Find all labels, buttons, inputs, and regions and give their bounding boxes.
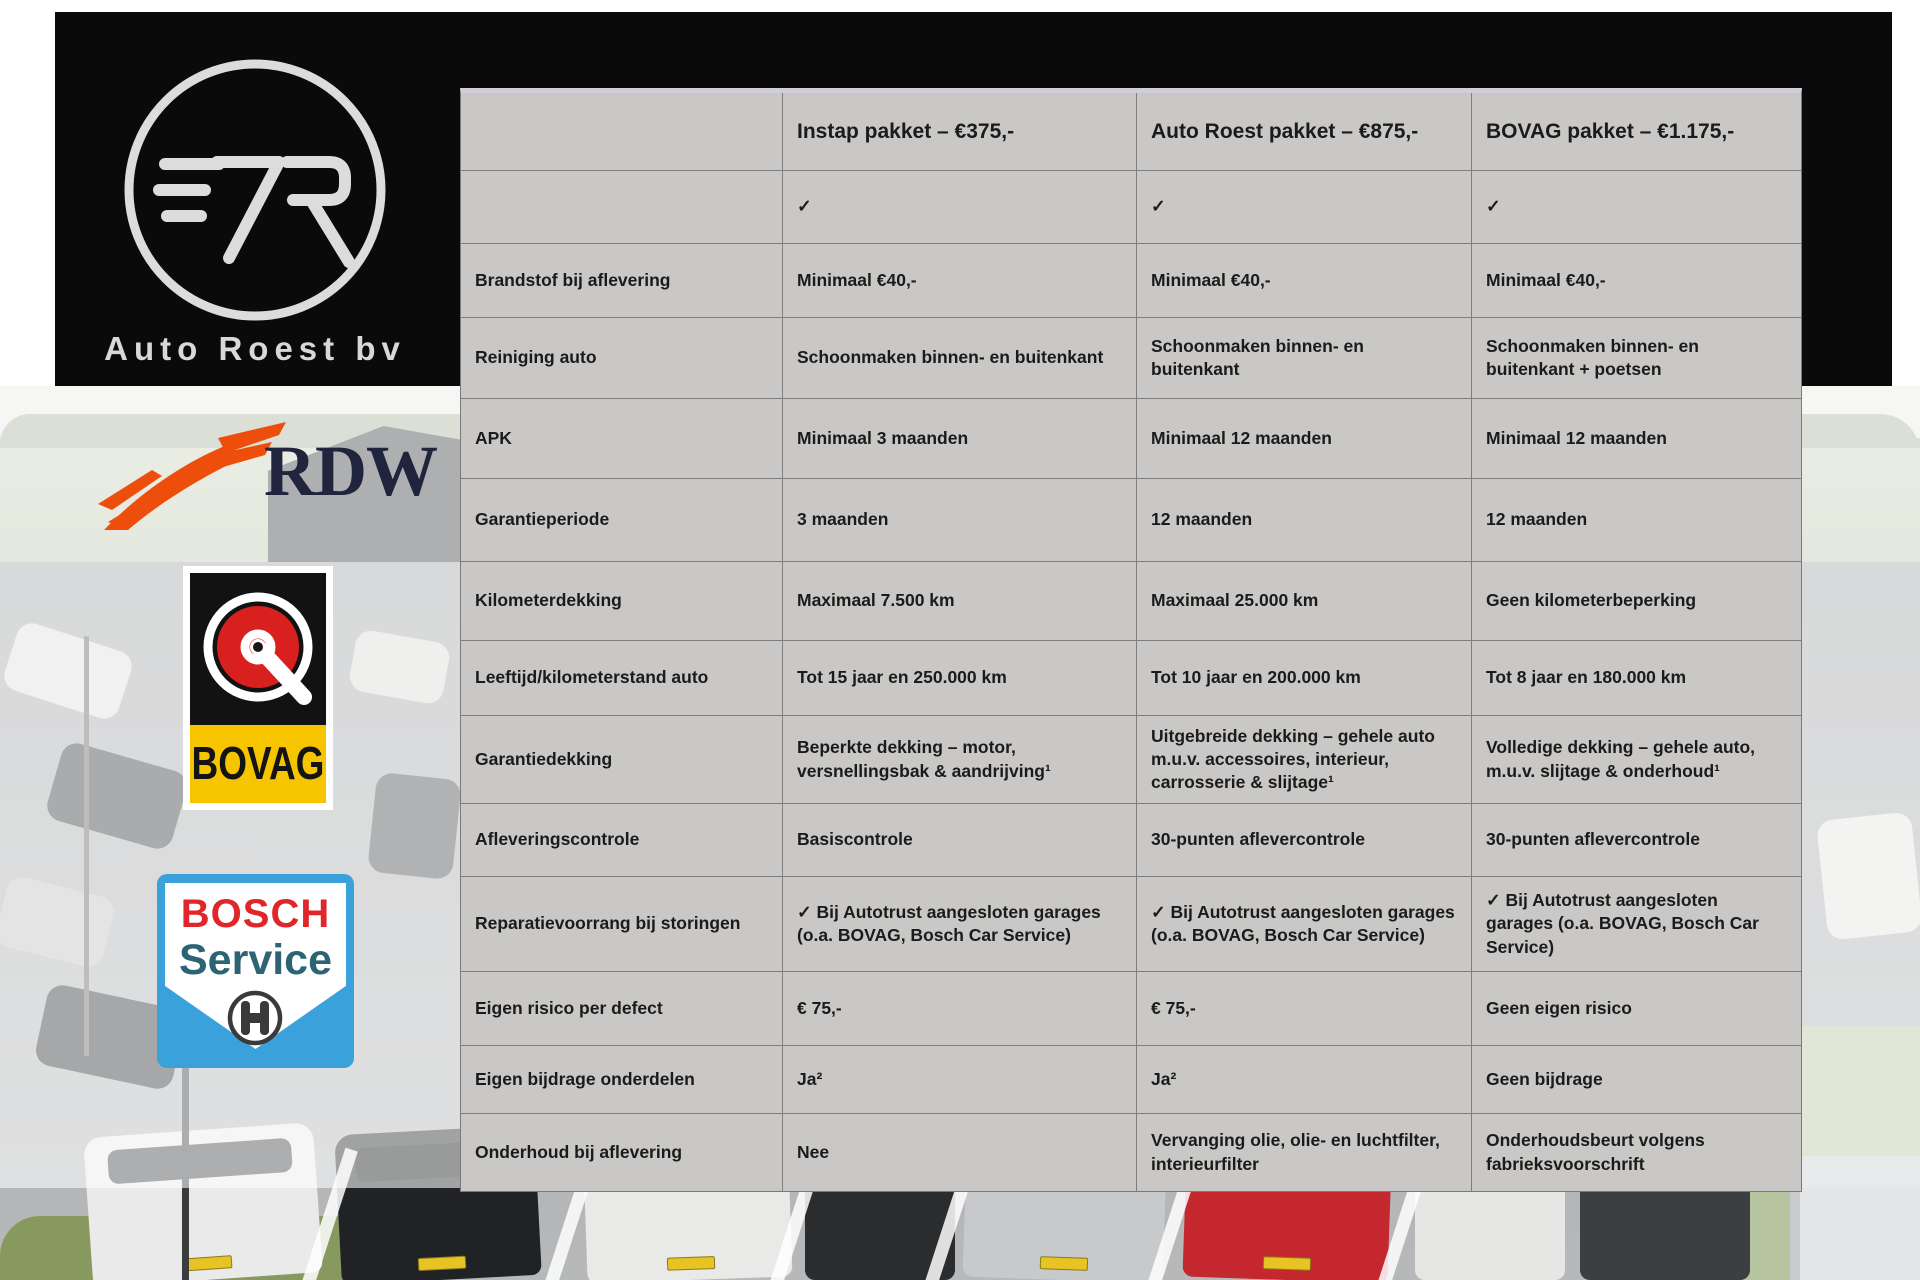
table-cell: Geen bijdrage <box>1472 1046 1801 1114</box>
auto-roest-monogram-icon <box>115 50 395 330</box>
table-cell: ✓ Bij Autotrust aangesloten garages (o.a. BOVAG, Bosch Car Service) <box>1472 877 1801 972</box>
table-cell: Minimaal €40,- <box>1137 244 1472 318</box>
bosch-service-logo <box>157 874 354 1068</box>
table-cell: € 75,- <box>1137 972 1472 1046</box>
table-cell: Minimaal €40,- <box>783 244 1137 318</box>
table-cell: 30-punten aflevercontrole <box>1137 804 1472 877</box>
table-cell: ✓ Bij Autotrust aangesloten garages (o.a. BOVAG, Bosch Car Service) <box>1137 877 1472 972</box>
bovag-yellow-band <box>190 725 326 803</box>
bovag-logo <box>183 566 333 810</box>
table-cell: Minimaal 12 maanden <box>1137 399 1472 479</box>
bosch-service-wordmark: Service <box>178 936 333 984</box>
table-cell: Beperkte dekking – motor, versnellingsbak & aandrijving¹ <box>783 716 1137 804</box>
table-cell: 30-punten aflevercontrole <box>1472 804 1801 877</box>
table-cell: Volledige dekking – gehele auto, m.u.v. slijtage & onderhoud¹ <box>1472 716 1801 804</box>
table-cell: Schoonmaken binnen- en buitenkant <box>1137 318 1472 399</box>
table-cell: Minimaal 3 maanden <box>783 399 1137 479</box>
comparison-table <box>460 88 1802 1192</box>
row-label: Reparatievoorrang bij storingen <box>461 877 783 972</box>
table-cell: Nee <box>783 1114 1137 1191</box>
table-cell: 12 maanden <box>1472 479 1801 562</box>
bosch-wordmark: BOSCH <box>180 892 331 936</box>
table-cell: Uitgebreide dekking – gehele auto m.u.v. accessoires, interieur, carrosserie & slijtage¹ <box>1137 716 1472 804</box>
comparison-table-grid <box>461 93 1801 1191</box>
row-label: APK <box>461 399 783 479</box>
table-cell: Minimaal €40,- <box>1472 244 1801 318</box>
table-cell: ✓ <box>1137 171 1472 244</box>
column-header-empty <box>461 93 783 171</box>
brand-name: Auto Roest bv <box>104 330 406 367</box>
column-header: BOVAG pakket – €1.175,- <box>1472 93 1801 171</box>
table-cell: Tot 8 jaar en 180.000 km <box>1472 641 1801 716</box>
column-header: Instap pakket – €375,- <box>783 93 1137 171</box>
row-label <box>461 171 783 244</box>
table-cell: ✓ <box>1472 171 1801 244</box>
table-cell: Geen kilometerbeperking <box>1472 562 1801 641</box>
table-cell: ✓ Bij Autotrust aangesloten garages (o.a. BOVAG, Bosch Car Service) <box>783 877 1137 972</box>
row-label: Reiniging auto <box>461 318 783 399</box>
bosch-anchor-icon <box>223 986 287 1050</box>
row-label: Onderhoud bij aflevering <box>461 1114 783 1191</box>
bovag-emblem-icon <box>190 573 326 725</box>
table-cell: Schoonmaken binnen- en buitenkant + poetsen <box>1472 318 1801 399</box>
row-label: Leeftijd/kilometerstand auto <box>461 641 783 716</box>
row-label: Eigen risico per defect <box>461 972 783 1046</box>
table-cell: Tot 15 jaar en 250.000 km <box>783 641 1137 716</box>
table-cell: Minimaal 12 maanden <box>1472 399 1801 479</box>
table-cell: Ja² <box>1137 1046 1472 1114</box>
rdw-wordmark: RDW <box>264 431 437 511</box>
row-label: Kilometerdekking <box>461 562 783 641</box>
photo-fade-overlay-right <box>1800 1188 1920 1280</box>
row-label: Brandstof bij aflevering <box>461 244 783 318</box>
bovag-wordmark: BOVAG <box>191 737 325 789</box>
table-cell: Tot 10 jaar en 200.000 km <box>1137 641 1472 716</box>
row-label: Garantieperiode <box>461 479 783 562</box>
table-cell: Ja² <box>783 1046 1137 1114</box>
table-cell: Schoonmaken binnen- en buitenkant <box>783 318 1137 399</box>
auto-roest-logo <box>90 12 420 386</box>
rdw-logo <box>96 416 437 534</box>
table-cell: Maximaal 25.000 km <box>1137 562 1472 641</box>
row-label: Garantiedekking <box>461 716 783 804</box>
table-cell: 12 maanden <box>1137 479 1472 562</box>
table-cell: Geen eigen risico <box>1472 972 1801 1046</box>
table-cell: Basiscontrole <box>783 804 1137 877</box>
table-cell: 3 maanden <box>783 479 1137 562</box>
table-cell: Vervanging olie, olie- en luchtfilter, interieurfilter <box>1137 1114 1472 1191</box>
row-label: Eigen bijdrage onderdelen <box>461 1046 783 1114</box>
column-header: Auto Roest pakket – €875,- <box>1137 93 1472 171</box>
table-cell: ✓ <box>783 171 1137 244</box>
row-label: Afleveringscontrole <box>461 804 783 877</box>
table-cell: € 75,- <box>783 972 1137 1046</box>
table-cell: Onderhoudsbeurt volgens fabrieksvoorschrift <box>1486 1130 1705 1174</box>
table-cell: Maximaal 7.500 km <box>783 562 1137 641</box>
